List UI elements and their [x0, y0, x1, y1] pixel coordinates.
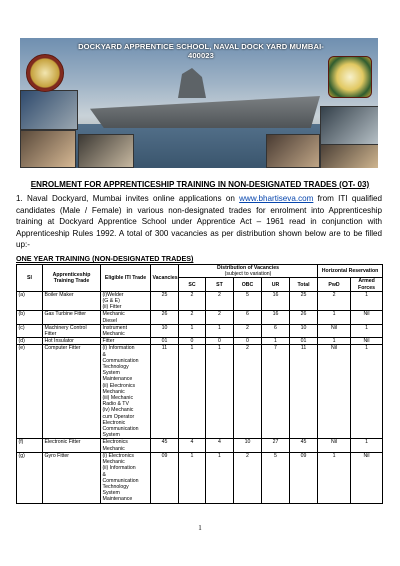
iti-line: Communication: [102, 357, 139, 364]
cell-trade: Hot Insulator: [43, 338, 101, 345]
cell-vac: 09: [151, 452, 179, 503]
iti-line: Communication: [102, 426, 139, 433]
cell-trade: Boiler Maker: [43, 291, 101, 311]
cell-sl: (e): [17, 345, 43, 439]
table-row: [17, 324, 383, 337]
header-iti: Eligible ITI Trade: [101, 265, 151, 292]
header-sl: Sl: [17, 265, 43, 292]
intro-paragraph: [16, 193, 382, 251]
header-sc: SC: [179, 278, 206, 291]
cell-trade: Gas Turbine Fitter: [43, 311, 101, 324]
cell-ur: 7: [262, 345, 290, 439]
banner-title: DOCKYARD APPRENTICE SCHOOL, NAVAL DOCK YARD MUMBAI-400023: [78, 42, 324, 60]
cell-armed: 1: [351, 324, 383, 337]
cell-ur: 6: [262, 324, 290, 337]
iti-line: Mechanic: [102, 388, 125, 395]
cell-total: 26: [290, 311, 318, 324]
cell-sl: (c): [17, 324, 43, 337]
cell-obc: 10: [234, 439, 262, 452]
table-row: [17, 338, 383, 345]
iti-line: Mechanic: [102, 445, 125, 452]
iti-line: (ii) Information: [102, 465, 136, 472]
cell-obc: 6: [234, 311, 262, 324]
cell-st: 1: [206, 452, 234, 503]
cell-sl: (b): [17, 311, 43, 324]
iti-line: (iv) Mechanic: [102, 407, 134, 414]
cell-total: 45: [290, 439, 318, 452]
iti-line: Radio & TV: [102, 401, 129, 408]
school-emblem-icon: [328, 56, 372, 98]
cell-armed: Nil: [351, 452, 383, 503]
cell-st: 1: [206, 324, 234, 337]
banner-photo: [20, 90, 78, 130]
header-obc: OBC: [234, 278, 262, 291]
banner-photo: [78, 134, 134, 168]
cell-sc: 2: [179, 311, 206, 324]
page-number: 1: [198, 524, 202, 532]
navy-crest-icon: [26, 54, 64, 92]
iti-line: System: [102, 370, 120, 377]
cell-ur: 16: [262, 291, 290, 311]
header-banner: [20, 38, 378, 168]
iti-line: (i) Information: [102, 345, 135, 352]
cell-total: 10: [290, 324, 318, 337]
cell-pwd: 1: [318, 311, 351, 324]
cell-armed: Nil: [351, 311, 383, 324]
iti-line: Diesel: [102, 317, 117, 324]
cell-pwd: 1: [318, 338, 351, 345]
table-row: [17, 345, 383, 439]
section-subheading: ONE YEAR TRAINING (NON-DESIGNATED TRADES): [16, 254, 194, 263]
cell-sc: 4: [179, 439, 206, 452]
header-pwd: PwD: [318, 278, 351, 291]
cell-vac: 11: [151, 345, 179, 439]
cell-sc: 1: [179, 324, 206, 337]
header-armed: Armed Forces: [351, 278, 383, 291]
cell-obc: 2: [234, 324, 262, 337]
distribution-note: (subject to variation): [224, 271, 272, 278]
table-row: [17, 291, 383, 311]
iti-line: (ii) Fitter: [102, 304, 122, 311]
iti-line: &: [102, 471, 106, 478]
intro-text: 1. Naval Dockyard, Mumbai invites online applications on: [16, 194, 240, 203]
table-row: [17, 452, 383, 503]
cell-pwd: Nil: [318, 324, 351, 337]
iti-line: (iii) Mechanic: [102, 395, 134, 402]
cell-iti: [101, 291, 151, 311]
header-ur: UR: [262, 278, 290, 291]
iti-line: (ii) Electronics: [102, 382, 136, 389]
iti-line: Technology: [102, 483, 129, 490]
iti-line: Mechanic: [102, 331, 125, 338]
cell-st: 0: [206, 338, 234, 345]
cell-st: 1: [206, 345, 234, 439]
iti-line: &: [102, 351, 106, 358]
iti-line: System: [102, 490, 120, 497]
cell-st: 2: [206, 311, 234, 324]
cell-sl: (f): [17, 439, 43, 452]
iti-line: Technology: [102, 364, 129, 371]
bhartiseva-link[interactable]: www.bhartiseva.com: [239, 194, 314, 203]
iti-line: Mechanic: [102, 311, 125, 318]
iti-line: System: [102, 432, 120, 439]
ship-island: [170, 68, 210, 98]
banner-photo: [320, 106, 378, 146]
cell-obc: 2: [234, 452, 262, 503]
cell-st: 4: [206, 439, 234, 452]
cell-trade: Computer Fitter: [43, 345, 101, 439]
cell-pwd: 2: [318, 291, 351, 311]
iti-line: (i) Electronics: [102, 452, 134, 459]
iti-line: Maintenance: [102, 376, 133, 383]
document-heading: ENROLMENT FOR APPRENTICESHIP TRAINING IN NON-DESIGNATED TRADES (OT- 03): [30, 180, 370, 189]
header-distribution: [179, 265, 318, 278]
cell-sc: 1: [179, 452, 206, 503]
iti-line: Electronics: [102, 439, 128, 446]
iti-line: Communication: [102, 477, 139, 484]
cell-sl: (d): [17, 338, 43, 345]
cell-sc: 0: [179, 338, 206, 345]
cell-iti: [101, 311, 151, 324]
cell-vac: 45: [151, 439, 179, 452]
cell-sc: 2: [179, 291, 206, 311]
cell-vac: 01: [151, 338, 179, 345]
iti-line: Electronic: [102, 419, 126, 426]
header-vacancies: Vacancies: [151, 265, 179, 292]
cell-ur: 5: [262, 452, 290, 503]
cell-iti: [101, 439, 151, 452]
cell-trade: Gyro Fitter: [43, 452, 101, 503]
iti-line: (i)Welder: [102, 291, 124, 298]
iti-line: (G & E): [102, 298, 120, 305]
cell-ur: 1: [262, 338, 290, 345]
cell-ur: 16: [262, 311, 290, 324]
cell-iti: [101, 452, 151, 503]
cell-sl: (g): [17, 452, 43, 503]
iti-line: cum Operator: [102, 413, 135, 420]
banner-photo: [266, 134, 320, 168]
cell-obc: 0: [234, 338, 262, 345]
header-st: ST: [206, 278, 234, 291]
cell-total: 01: [290, 338, 318, 345]
cell-st: 2: [206, 291, 234, 311]
cell-armed: 1: [351, 439, 383, 452]
cell-vac: 26: [151, 311, 179, 324]
table-row: [17, 311, 383, 324]
header-total: Total: [290, 278, 318, 291]
cell-vac: 25: [151, 291, 179, 311]
aircraft-carrier-image: [90, 96, 320, 128]
iti-line: Instrument: [102, 324, 128, 331]
banner-photo: [20, 130, 76, 168]
cell-trade: Electronic Fitter: [43, 439, 101, 452]
table-row: [17, 439, 383, 452]
cell-pwd: Nil: [318, 439, 351, 452]
cell-armed: 1: [351, 291, 383, 311]
cell-iti: [101, 345, 151, 439]
cell-total: 11: [290, 345, 318, 439]
cell-pwd: Nil: [318, 345, 351, 439]
intro-text-cont: from ITI qualified candidates (Male / Female) in various non-designated trades for enrolment into Apprenticeship training at Dockyard Apprentice School under Apprentice Act – 1961 read in conjunction with Apprenticeship Rules 1992. A total of 300 vacancies as per distribution shown below are to be filled up:-: [16, 194, 382, 249]
cell-iti: [101, 324, 151, 337]
cell-iti: [101, 338, 151, 345]
vacancy-table: [16, 264, 383, 504]
cell-trade: Machinery Control Fitter: [43, 324, 101, 337]
cell-sl: (a): [17, 291, 43, 311]
cell-ur: 27: [262, 439, 290, 452]
banner-photo: [320, 144, 378, 168]
iti-line: Fitter: [102, 338, 115, 345]
cell-total: 09: [290, 452, 318, 503]
cell-total: 25: [290, 291, 318, 311]
iti-line: Mechanic: [102, 459, 125, 466]
cell-pwd: 1: [318, 452, 351, 503]
table-header-row: [17, 265, 383, 278]
cell-armed: Nil: [351, 338, 383, 345]
cell-vac: 10: [151, 324, 179, 337]
cell-armed: 1: [351, 345, 383, 439]
cell-obc: 5: [234, 291, 262, 311]
table-body: [17, 291, 383, 503]
header-horizontal: Horizontal Reservation: [318, 265, 383, 278]
header-trade: Apprenticeship Training Trade: [43, 265, 101, 292]
cell-obc: 2: [234, 345, 262, 439]
iti-line: Maintenance: [102, 496, 133, 503]
cell-sc: 1: [179, 345, 206, 439]
distribution-label: Distribution of Vacancies: [217, 265, 280, 271]
